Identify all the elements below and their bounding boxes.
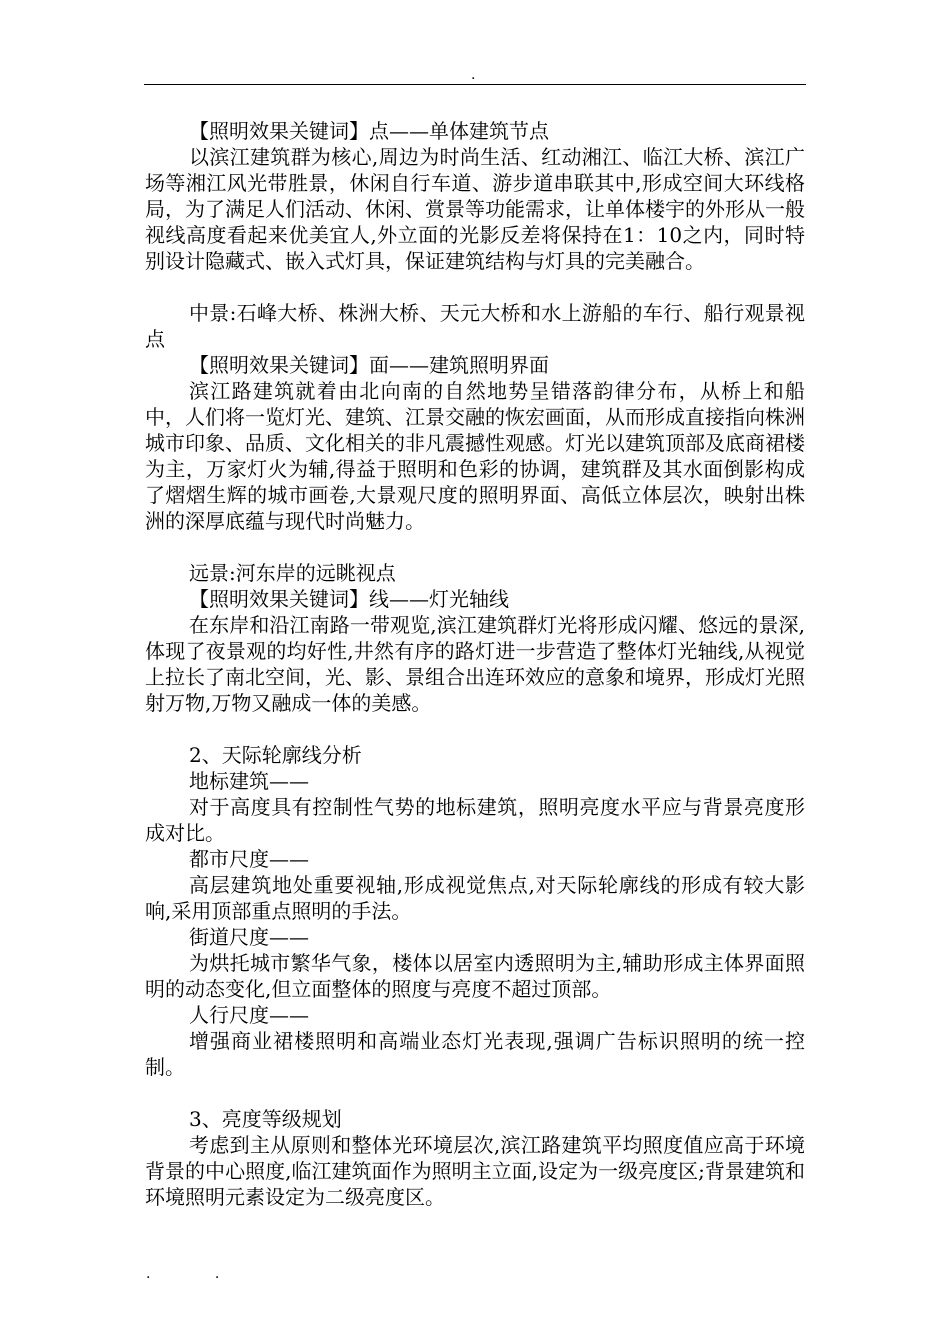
- header-rule: [144, 84, 806, 85]
- paragraph: 在东岸和沿江南路一带观览,滨江建筑群灯光将形成闪耀、悠远的景深,体现了夜景观的均好性,井然有序的路灯进一步营造了整体灯光轴线,从视觉上拉长了南北空间，光、影、景组合出连环效应的意象和境界，形成灯光照射万物,万物又融成一体的美感。: [145, 613, 805, 715]
- paragraph: 高层建筑地处重要视轴,形成视觉焦点,对天际轮廓线的形成有较大影响,采用顶部重点照明的手法。: [145, 873, 805, 923]
- paragraph: 中景:石峰大桥、株洲大桥、天元大桥和水上游船的车行、船行观景视点: [145, 301, 805, 351]
- paragraph: 滨江路建筑就着由北向南的自然地势呈错落韵律分布，从桥上和船中，人们将一览灯光、建筑、江景交融的恢宏画面，从而形成直接指向株洲城市印象、品质、文化相关的非凡震撼性观感。灯光以建筑顶部及底商裙楼为主，万家灯火为辅,得益于照明和色彩的协调，建筑群及其水面倒影构成了熠熠生辉的城市画卷,大景观尺度的照明界面、高低立体层次，映射出株洲的深厚底蕴与现代时尚魅力。: [145, 379, 805, 533]
- paragraph: 街道尺度——: [189, 925, 309, 949]
- footer-marker: . .: [146, 1266, 250, 1282]
- header-marker: .: [471, 67, 476, 83]
- paragraph: 【照明效果关键词】点——单体建筑节点: [189, 119, 549, 143]
- document-body: [145, 118, 805, 1210]
- paragraph: 增强商业裙楼照明和高端业态灯光表现,强调广告标识照明的统一控制。: [145, 1029, 805, 1079]
- paragraph: 【照明效果关键词】面——建筑照明界面: [189, 353, 549, 377]
- paragraph: 都市尺度——: [189, 847, 309, 871]
- paragraph: 以滨江建筑群为核心,周边为时尚生活、红动湘江、临江大桥、滨江广场等湘江风光带胜景，休闲自行车道、游步道串联其中,形成空间大环线格局，为了满足人们活动、休闲、赏景等功能需求，让单体楼宇的外形从一般视线高度看起来优美宜人,外立面的光影反差将保持在1：10之内，同时特别设计隐藏式、嵌入式灯具，保证建筑结构与灯具的完美融合。: [145, 145, 805, 273]
- paragraph: 人行尺度——: [189, 1003, 309, 1027]
- paragraph: 3、亮度等级规划: [189, 1107, 342, 1131]
- paragraph: 2、天际轮廓线分析: [189, 743, 362, 767]
- paragraph: 【照明效果关键词】线——灯光轴线: [189, 587, 509, 611]
- paragraph: 考虑到主从原则和整体光环境层次,滨江路建筑平均照度值应高于环境背景的中心照度,临江建筑面作为照明主立面,设定为一级亮度区;背景建筑和环境照明元素设定为二级亮度区。: [145, 1133, 805, 1209]
- paragraph: 远景:河东岸的远眺视点: [189, 561, 396, 585]
- paragraph: 对于高度具有控制性气势的地标建筑，照明亮度水平应与背景亮度形成对比。: [145, 795, 805, 845]
- paragraph: 地标建筑——: [189, 769, 309, 793]
- paragraph: 为烘托城市繁华气象，楼体以居室内透照明为主,辅助形成主体界面照明的动态变化,但立面整体的照度与亮度不超过顶部。: [145, 951, 805, 1001]
